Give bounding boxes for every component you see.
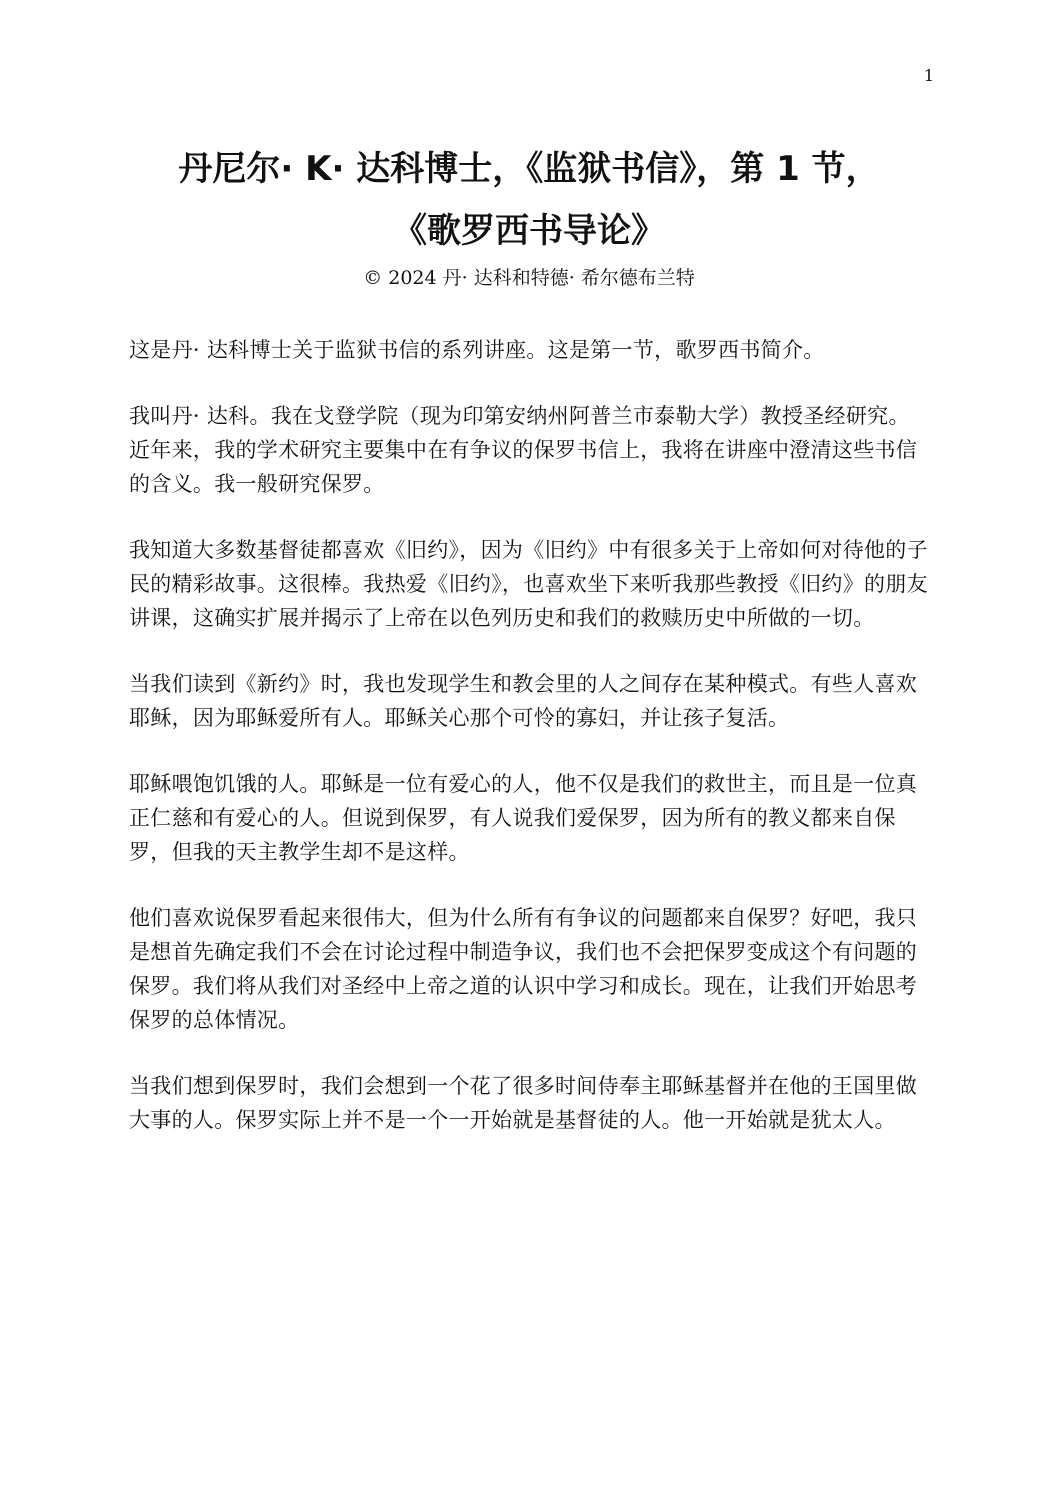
paragraph: 当我们读到《新约》时，我也发现学生和教会里的人之间存在某种模式。有些人喜欢耶稣，因为耶稣爱所有人。耶稣关心那个可怜的寡妇，并让孩子复活。 [129,672,918,730]
paragraph: 这是丹· 达科博士关于监狱书信的系列讲座。这是第一节，歌罗西书简介。 [129,338,825,362]
title-line-2: 《歌罗西书导论》 [393,211,665,251]
paragraph: 我叫丹· 达科。我在戈登学院（现为印第安纳州阿普兰市泰勒大学）教授圣经研究。近年来，我的学术研究主要集中在有争议的保罗书信上，我将在讲座中澄清这些书信的含义。我一般研究保罗。 [129,404,918,496]
paragraph: 耶稣喂饱饥饿的人。耶稣是一位有爱心的人，他不仅是我们的救世主，而且是一位真正仁慈和有爱心的人。但说到保罗，有人说我们爱保罗，因为所有的教义都来自保罗，但我的天主教学生却不是这样。 [129,772,918,864]
title-block [100,138,958,292]
title-line-1: 丹尼尔· K· 达科博士，《监狱书信》，第 1 节， [178,149,880,189]
document-title [100,138,958,262]
copyright-notice: © 2024 丹· 达科和特德· 希尔德布兰特 [363,267,695,289]
page-number: 1 [923,66,934,85]
document-body [129,333,929,1169]
paragraph: 他们喜欢说保罗看起来很伟大，但为什么所有有争议的问题都来自保罗？好吧，我只是想首先确定我们不会在讨论过程中制造争议，我们也不会把保罗变成这个有问题的保罗。我们将从我们对圣经中上帝之道的认识中学习和成长。现在，让我们开始思考保罗的总体情况。 [129,906,918,1032]
paragraph: 当我们想到保罗时，我们会想到一个花了很多时间侍奉主耶稣基督并在他的王国里做大事的人。保罗实际上并不是一个一开始就是基督徒的人。他一开始就是犹太人。 [129,1074,918,1132]
paragraph: 我知道大多数基督徒都喜欢《旧约》，因为《旧约》中有很多关于上帝如何对待他的子民的精彩故事。这很棒。我热爱《旧约》，也喜欢坐下来听我那些教授《旧约》的朋友讲课，这确实扩展并揭示了上帝在以色列历史和我们的救赎历史中所做的一切。 [129,538,928,630]
